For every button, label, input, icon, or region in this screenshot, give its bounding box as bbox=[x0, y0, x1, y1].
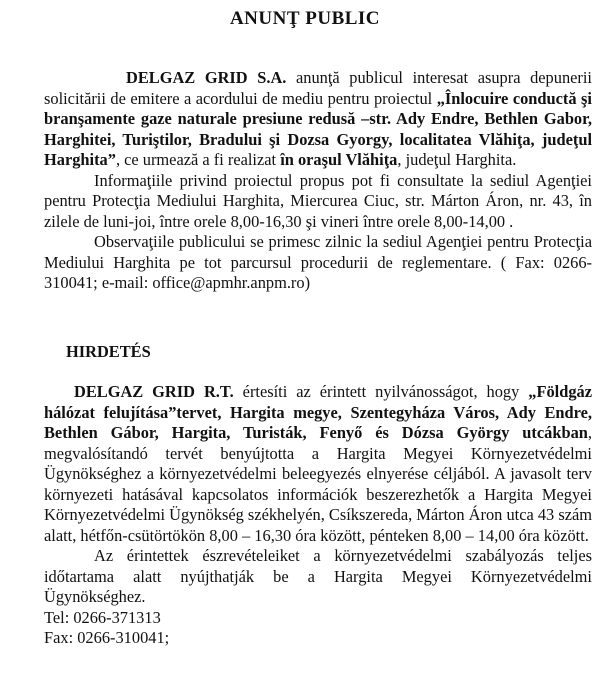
romanian-announcement bbox=[44, 68, 592, 294]
ro-paragraph-3: Observaţiile publicului se primesc zilnic la sediul Agenţiei pentru Protecţia Mediului Harghita pe tot parcursul procedurii de reglementare. ( Fax: 0266-310041; e-mail: office@apmhr.anpm.ro) bbox=[44, 232, 592, 292]
ro-city: în oraşul Vlăhiţa bbox=[280, 150, 398, 169]
ro-text-3: , judeţul Harghita. bbox=[397, 150, 517, 169]
ro-paragraph-1 bbox=[44, 68, 592, 171]
page-title: ANUNŢ PUBLIC bbox=[229, 8, 381, 29]
hu-phone: Tel: 0266-371313 bbox=[44, 607, 161, 627]
hu-paragraph-1 bbox=[44, 382, 592, 546]
hu-project-title: „Földgáz hálózat felujítása”tervet, Hargita megye, Szentegyháza Város, Ady Endre, Bethlen Gábor, Hargita, Turisták, Fenyő és Dózsa György utcákban bbox=[44, 382, 593, 442]
hu-text-2: , megvalósítandó tervét benyújtotta a Hargita Megyei Környezetvédelmi Ügynökséghez a környezetvédelmi beleegyezés elnyerése céljából. A javasolt terv környezeti hatásával kapcsolatos információk beszerezhetők a Hargita Megyei Környezetvédelmi Ügynökség székhelyén, Csíkszereda, Márton Áron utca 43 szám alatt, hétfőn-csütörtökön 8,00 – 16,30 óra között, pénteken 8,00 – 14,00 óra között. bbox=[44, 423, 593, 545]
ro-text-1: anunţă publicul interesat asupra depunerii solicitării de emitere a acordului de mediu pentru proiectul bbox=[44, 68, 592, 108]
ro-text-2: , ce urmează a fi realizat bbox=[115, 150, 281, 169]
ro-paragraph-2: Informaţiile privind proiectul propus pot fi consultate la sediul Agenţiei pentru Protecţia Mediului Harghita, Miercurea Ciuc, str. Márton Áron, nr. 43, în zilele de luni-joi, între orele 8,00-16,30 şi vineri între orele 8,00-14,00 . bbox=[44, 170, 592, 231]
ro-project-title: „Înlocuire conductă şi branşamente gaze naturale presiune redusă –str. Ady Endre, Bethlen Gabor, Harghitei, Turiştilor, Bradului şi Dozsa Gyorgy, localitatea Vlăhiţa, judeţul Harghita” bbox=[44, 88, 592, 169]
hu-heading: HIRDETÉS bbox=[66, 342, 151, 361]
hu-company-name: DELGAZ GRID R.T. bbox=[74, 382, 234, 401]
hu-fax: Fax: 0266-310041; bbox=[44, 628, 170, 647]
hu-text-1: értesíti az érintett nyilvánosságot, hogy bbox=[233, 382, 529, 401]
hu-paragraph-2: Az érintettek észrevételeiket a környezetvédelmi szabályozás teljes időtartama alatt nyújthatják be a Hargita Megyei Környezetvédelmi Ügynökséghez. bbox=[44, 546, 592, 606]
ro-company-name: DELGAZ GRID S.A. bbox=[126, 68, 287, 87]
hungarian-announcement bbox=[44, 382, 592, 649]
